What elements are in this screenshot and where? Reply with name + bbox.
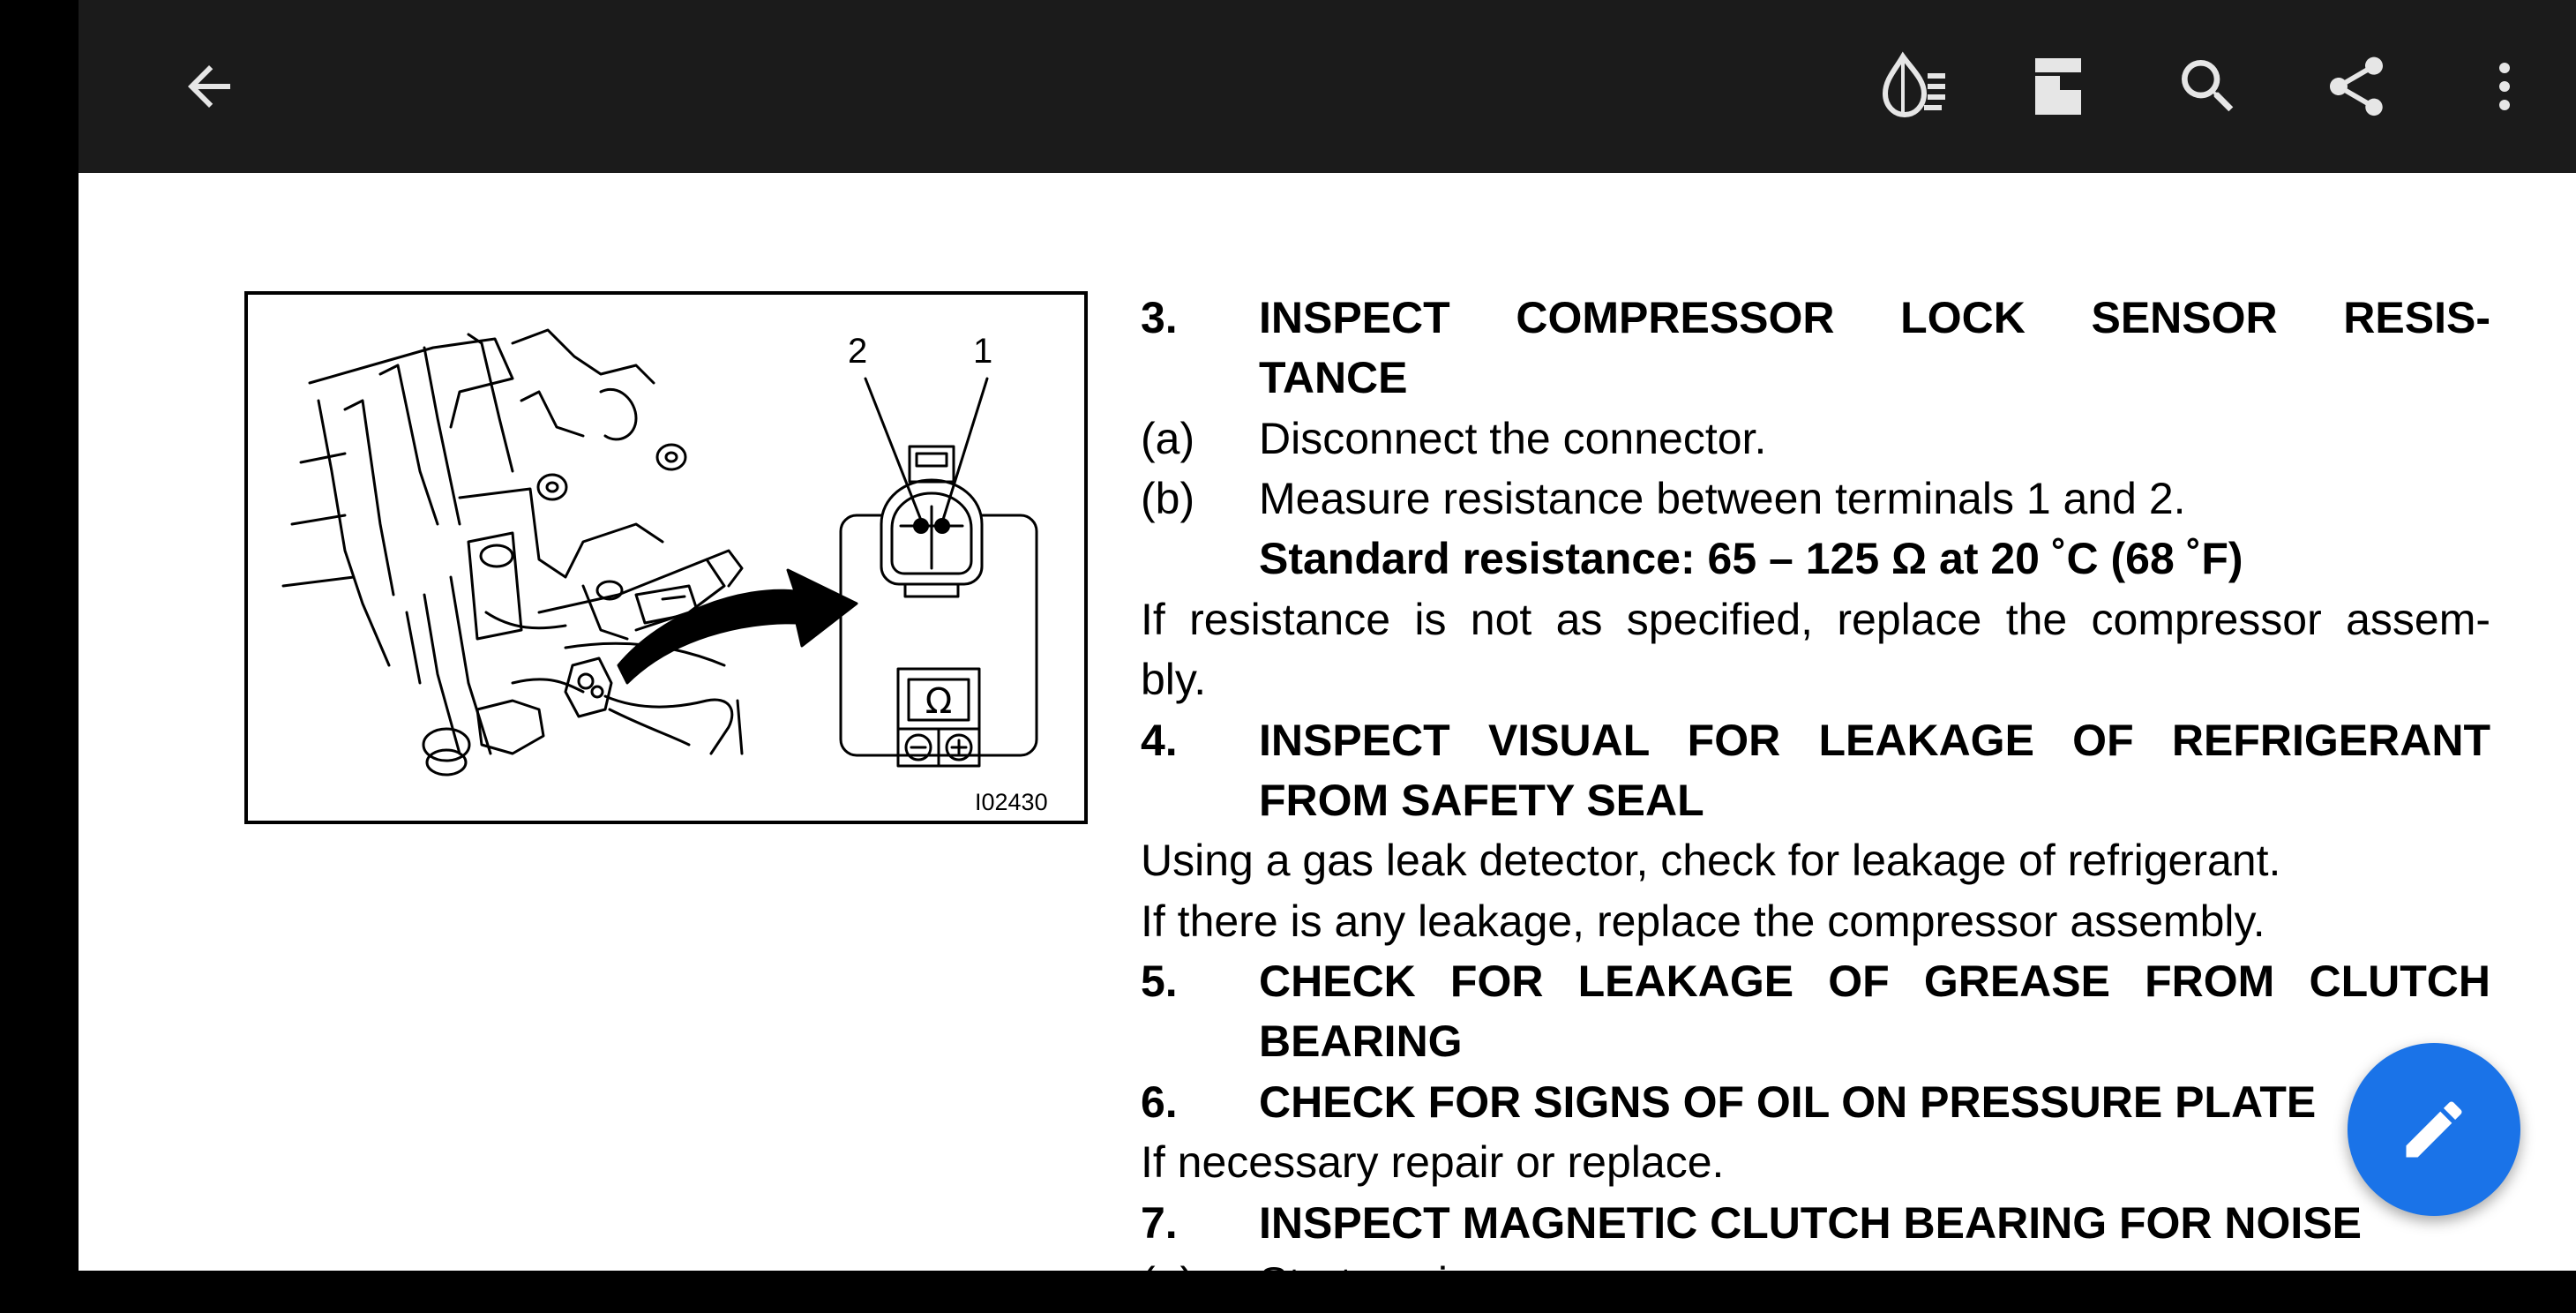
section-6-text: If necessary repair or replace. (1141, 1137, 1725, 1187)
section-7-number: 7. (1141, 1198, 1178, 1248)
reading-mode-button[interactable] (1869, 42, 1958, 131)
meter-ohm-symbol: Ω (925, 681, 953, 722)
connector-diagram-figure (244, 291, 1088, 824)
pencil-edit-icon (2397, 1092, 2471, 1167)
section-4-text-line-2: If there is any leakage, replace the compressor assembly. (1141, 897, 2265, 946)
step-7a (1141, 1253, 2490, 1313)
edit-fab-button[interactable] (2348, 1043, 2520, 1216)
terminal-2-label: 2 (848, 332, 868, 371)
terminal-1-label: 1 (973, 332, 993, 371)
search-button[interactable] (2164, 42, 2252, 131)
section-6-title: CHECK FOR SIGNS OF OIL ON PRESSURE PLATE (1259, 1077, 2317, 1127)
step-3b-text: Measure resistance between terminals 1 and 2. (1259, 474, 2186, 523)
section-4-heading (1141, 710, 2490, 770)
document-page (79, 173, 2576, 1308)
section-6-number: 6. (1141, 1077, 1178, 1127)
reading-mode-icon (1875, 48, 1952, 125)
section-3-heading-cont (1141, 348, 2490, 408)
pdf-viewer-app (79, 0, 2576, 1308)
section-3-note-line-1: If resistance is not as specified, replace the compressor assem- (1141, 595, 2490, 644)
section-5-title-line-1: CHECK FOR LEAKAGE OF GREASE FROM CLUTCH (1259, 957, 2490, 1006)
section-5-number: 5. (1141, 957, 1178, 1006)
share-button[interactable] (2312, 42, 2400, 131)
section-3-number: 3. (1141, 293, 1178, 342)
arrow-left-icon (177, 55, 241, 118)
standard-resistance-text: Standard resistance: 65 – 125 Ω at 20 ˚C (68 ˚F) (1259, 534, 2243, 583)
section-3-title-line-2: TANCE (1259, 353, 1408, 402)
section-7-title: INSPECT MAGNETIC CLUTCH BEARING FOR NOISE (1259, 1198, 2363, 1248)
bookmark-layout-icon (2025, 51, 2095, 122)
section-4-number: 4. (1141, 716, 1178, 765)
section-5-title-line-2: BEARING (1259, 1017, 1463, 1066)
step-3a (1141, 409, 2490, 469)
section-4-heading-cont (1141, 770, 2490, 830)
step-3a-text: Disconnect the connector. (1259, 414, 1767, 463)
step-7a-text: Start engine. (1259, 1258, 1509, 1308)
section-5-heading-cont (1141, 1011, 2490, 1071)
back-button[interactable] (165, 42, 253, 131)
compressor-connector-illustration (248, 295, 1084, 821)
top-toolbar (79, 0, 2576, 173)
section-3-title-line-1: INSPECT COMPRESSOR LOCK SENSOR RESIS- (1259, 293, 2490, 342)
standard-resistance (1141, 529, 2490, 589)
share-icon (2321, 51, 2392, 122)
more-vert-icon (2473, 55, 2536, 118)
layout-button[interactable] (2016, 42, 2104, 131)
figure-id-label: I02430 (975, 789, 1048, 815)
search-icon (2173, 51, 2243, 122)
step-7a-label: (a) (1141, 1258, 1195, 1308)
section-4-title-line-1: INSPECT VISUAL FOR LEAKAGE OF REFRIGERANT (1259, 716, 2490, 765)
section-6-heading (1141, 1072, 2490, 1132)
section-5-heading (1141, 951, 2490, 1011)
section-7-heading (1141, 1193, 2490, 1253)
section-3-note-line-2: bly. (1141, 655, 1207, 704)
step-3b-label: (b) (1141, 474, 1195, 523)
step-3b (1141, 469, 2490, 529)
more-options-button[interactable] (2460, 42, 2549, 131)
section-3-heading (1141, 288, 2490, 348)
step-3a-label: (a) (1141, 414, 1195, 463)
section-4-title-line-2: FROM SAFETY SEAL (1259, 776, 1704, 825)
section-4-text-line-1: Using a gas leak detector, check for leakage of refrigerant. (1141, 836, 2281, 885)
